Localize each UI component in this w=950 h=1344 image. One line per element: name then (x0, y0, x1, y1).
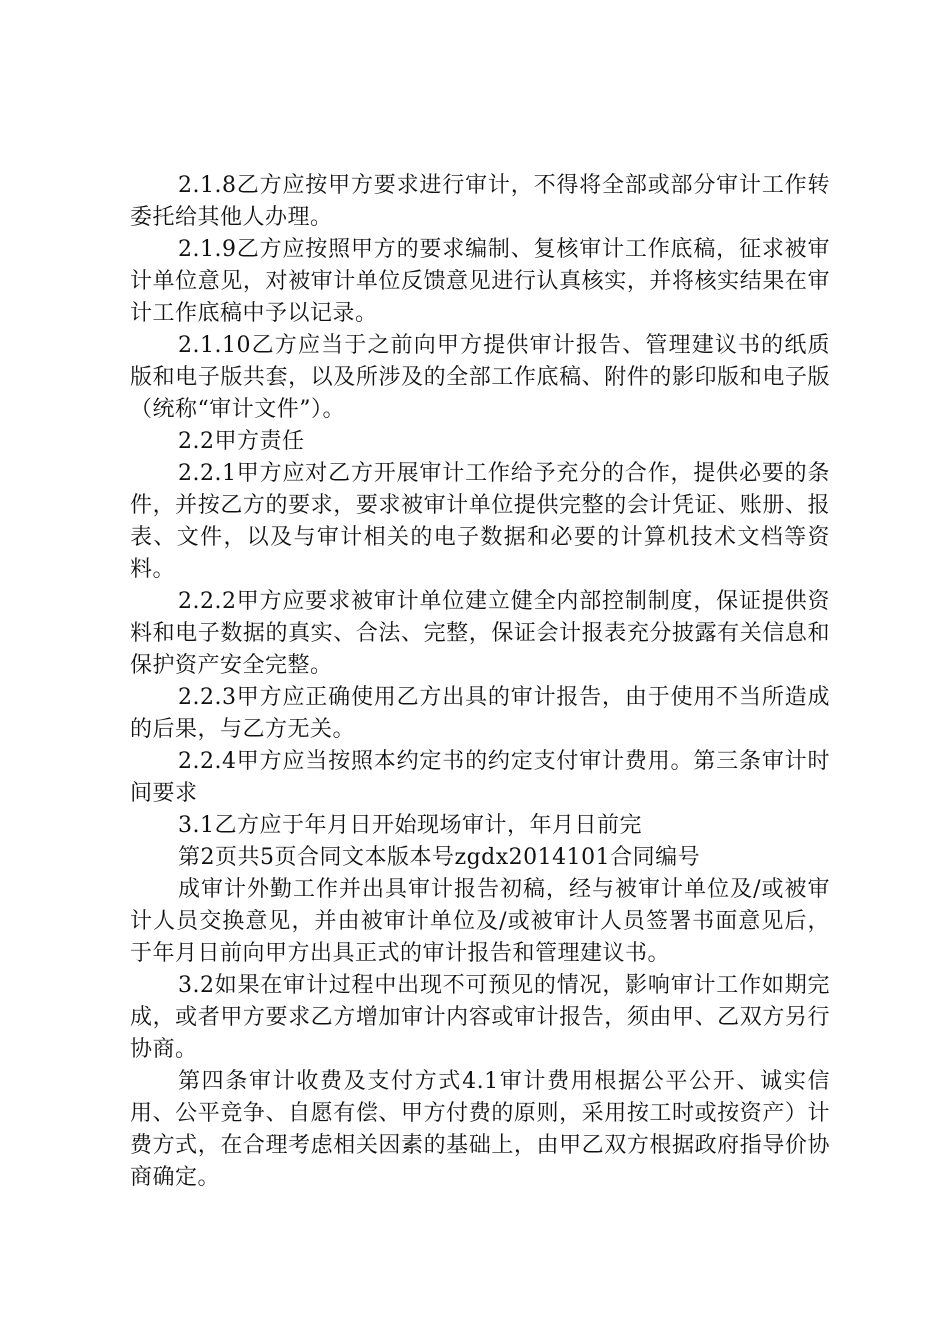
paragraph-2-2-4: 2.2.4甲方应当按照本约定书的约定支付审计费用。第三条审计时间要求 (130, 749, 830, 806)
document-body (130, 170, 830, 1194)
paragraph-2-1-8: 2.1.8乙方应按甲方要求进行审计，不得将全部或部分审计工作转委托给其他人办理。 (130, 173, 830, 230)
paragraph-2-2-2: 2.2.2甲方应要求被审计单位建立健全内部控制制度，保证提供资料和电子数据的真实、合法、完整，保证会计报表充分披露有关信息和保护资产安全完整。 (130, 589, 830, 678)
page-footer-line: 第2页共5页合同文本版本号zgdx2014101合同编号 (178, 845, 701, 870)
paragraph-3-1-continued: 成审计外勤工作并出具审计报告初稿，经与被审计单位及/或被审计人员交换意见，并由被审计单位及/或被审计人员签署书面意见后，于年月日前向甲方出具正式的审计报告和管理建议书。 (130, 877, 830, 966)
paragraph-2-2-3: 2.2.3甲方应正确使用乙方出具的审计报告，由于使用不当所造成的后果，与乙方无关。 (130, 685, 830, 742)
paragraph-3-1: 3.1乙方应于年月日开始现场审计，年月日前完 (178, 813, 642, 838)
paragraph-2-2-1: 2.2.1甲方应对乙方开展审计工作给予充分的合作，提供必要的条件，并按乙方的要求，要求被审计单位提供完整的会计凭证、账册、报表、文件，以及与审计相关的电子数据和必要的计算机技术文档等资料。 (130, 461, 830, 582)
paragraph-2-1-9: 2.1.9乙方应按照甲方的要求编制、复核审计工作底稿，征求被审计单位意见，对被审计单位反馈意见进行认真核实，并将核实结果在审计工作底稿中予以记录。 (130, 237, 830, 326)
paragraph-3-2: 3.2如果在审计过程中出现不可预见的情况，影响审计工作如期完成，或者甲方要求乙方增加审计内容或审计报告，须由甲、乙双方另行协商。 (130, 973, 830, 1062)
paragraph-article-4: 第四条审计收费及支付方式4.1审计费用根据公平公开、诚实信用、公平竞争、自愿有偿、甲方付费的原则，采用按工时或按资产）计费方式，在合理考虑相关因素的基础上，由甲乙双方根据政府指导价协商确定。 (130, 1069, 830, 1190)
paragraph-2-1-10: 2.1.10乙方应当于之前向甲方提供审计报告、管理建议书的纸质版和电子版共套，以及所涉及的全部工作底稿、附件的影印版和电子版（统称“审计文件”）。 (130, 333, 830, 422)
section-heading-2-2: 2.2甲方责任 (178, 429, 305, 454)
